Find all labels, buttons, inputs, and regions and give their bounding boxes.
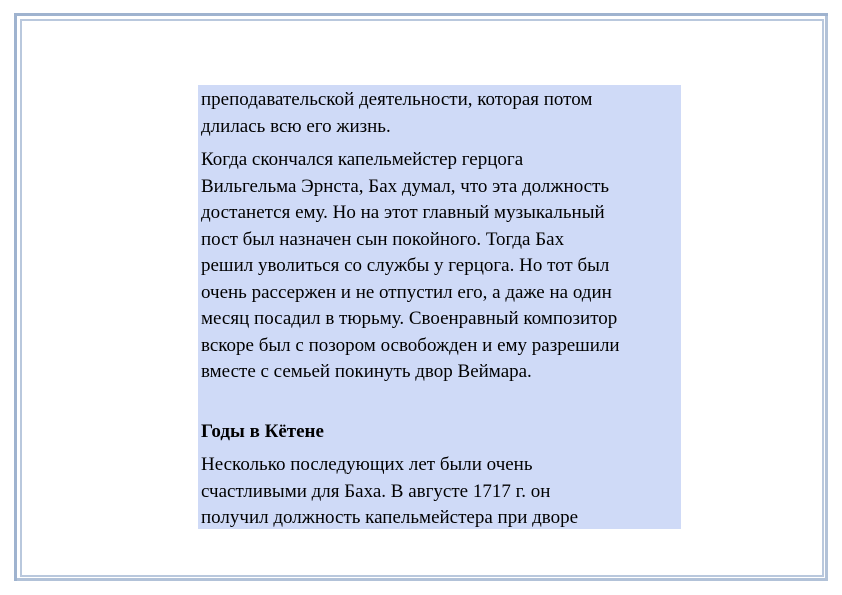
text-line: Когда скончался капельмейстер герцога [201,149,524,170]
text-line: Несколько последующих лет были очень [201,454,533,475]
text-line: решил уволиться со службы у герцога. Но тот был [201,255,610,276]
paragraph-weimar [201,147,678,386]
text-line: вместе с семьей покинуть двор Веймара. [201,361,532,382]
text-line: очень рассержен и не отпустил его, а даже на один [201,281,612,303]
text-line: счастливыми для Баха. В августе 1717 г. он [201,480,551,502]
slide-frame-shadow-right [825,16,828,581]
text-line: вскоре был с позором освобожден и ему разрешили [201,334,620,356]
text-box[interactable] [198,85,681,529]
paragraph-kothen [201,452,678,529]
text-line: длилась всю его жизнь. [201,115,391,137]
paragraph-teaching [201,87,678,140]
text-line: пост был назначен сын покойного. Тогда Бах [201,228,565,250]
text-line: месяц посадил в тюрьму. Своенравный композитор [201,308,618,329]
text-line: получил должность капельмейстера при дворе [201,507,579,528]
slide-frame-shadow-bottom [17,578,828,581]
text-line: Вильгельма Эрнста, Бах думал, что эта должность [201,175,610,197]
section-heading: Годы в Кётене [201,420,324,442]
text-line: преподавательской деятельности, которая потом [201,89,593,110]
text-line: достанется ему. Но на этот главный музыкальный [201,202,605,223]
